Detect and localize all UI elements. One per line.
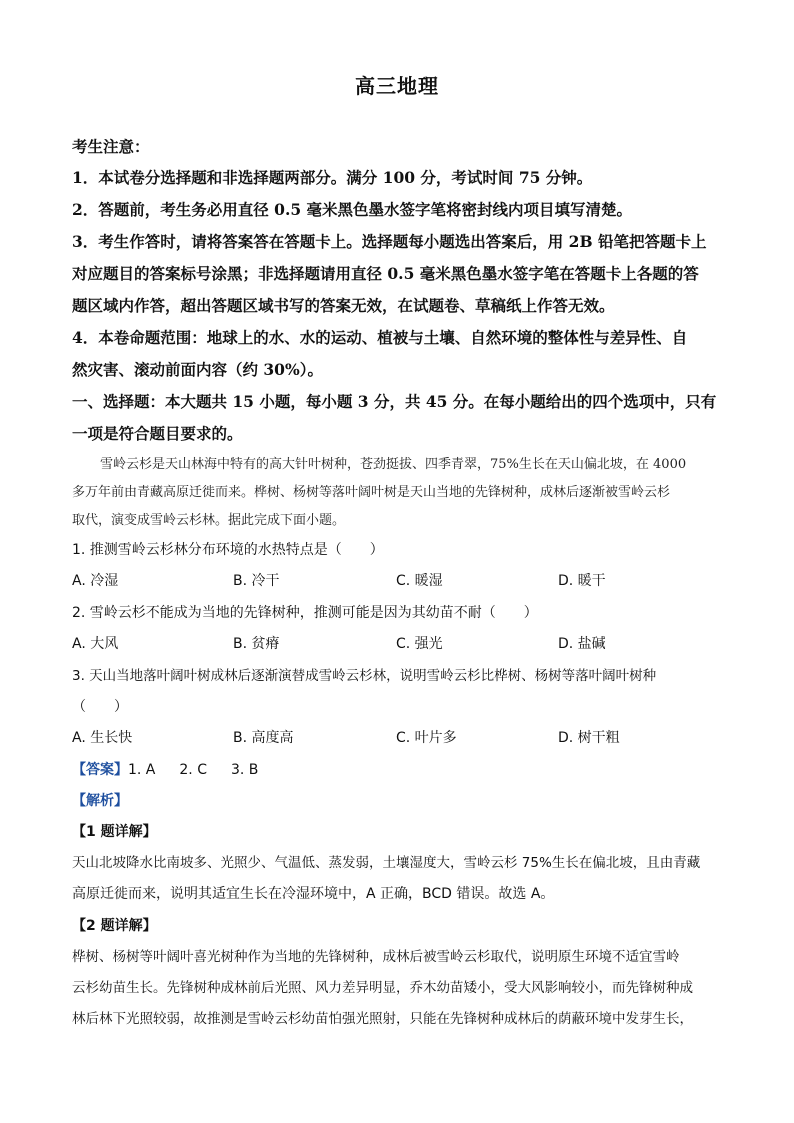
notice-line-3a: 3．考生作答时，请将答案答在答题卡上。选择题每小题选出答案后，用 2B 铅笔把答题卡上 <box>72 232 707 251</box>
notice-line-3c: 题区域内作答，超出答题区域书写的答案无效，在试题卷、草稿纸上作答无效。 <box>72 296 615 315</box>
answer-2: 2. C <box>179 762 207 778</box>
answer-label: 【答案】 <box>72 762 128 778</box>
answer-1: 1. A <box>128 762 156 778</box>
q2-option-c: C. 强光 <box>396 636 443 652</box>
q3-option-b: B. 高度高 <box>233 730 294 746</box>
passage-line-3: 取代，演变成雪岭云杉林。据此完成下面小题。 <box>72 513 346 528</box>
answer-3: 3. B <box>230 762 259 778</box>
q2-option-d: D. 盐碱 <box>558 636 606 652</box>
notice-line-2: 2．答题前，考生务必用直径 0.5 毫米黑色墨水签字笔将密封线内项目填写清楚。 <box>72 200 633 219</box>
q3-option-a: A. 生长快 <box>72 730 133 746</box>
q1-option-b: B. 冷干 <box>233 573 280 589</box>
detail-1-heading: 【1 题详解】 <box>72 824 157 840</box>
notice-heading: 考生注意： <box>72 137 150 156</box>
section-heading-b: 一项是符合题目要求的。 <box>72 424 243 443</box>
passage-line-1: 雪岭云杉是天山林海中特有的高大针叶树种，苍劲挺拔、四季青翠，75%生长在天山偏北坡，在 4000 <box>100 457 687 472</box>
detail-2-line-2: 云杉幼苗生长。先锋树种成林前后光照、风力差异明显，乔木幼苗矮小，受大风影响较小，而先锋树种成 <box>72 980 693 996</box>
q1-option-a: A. 冷湿 <box>72 573 119 589</box>
notice-line-1: 1．本试卷分选择题和非选择题两部分。满分 100 分，考试时间 75 分钟。 <box>72 168 593 187</box>
notice-line-3b: 对应题目的答案标号涂黑；非选择题请用直径 0.5 毫米黑色墨水签字笔在答题卡上各题的答 <box>72 264 699 283</box>
notice-line-4b: 然灾害、滚动前面内容（约 30%）。 <box>72 360 323 379</box>
q3-stem: 3. 天山当地落叶阔叶树成林后逐渐演替成雪岭云杉林，说明雪岭云杉比桦树、杨树等落叶阔叶树种 <box>72 668 657 684</box>
page-title: 高三地理 <box>355 74 439 98</box>
detail-1-line-1: 天山北坡降水比南坡多、光照少、气温低、蒸发弱，土壤湿度大，雪岭云杉 75%生长在偏北坡，且由青藏 <box>72 855 701 871</box>
q2-option-b: B. 贫瘠 <box>233 636 280 652</box>
q3-option-c: C. 叶片多 <box>396 730 457 746</box>
answer-line <box>72 756 722 785</box>
notice-line-4a: 4．本卷命题范围：地球上的水、水的运动、植被与土壤、自然环境的整体性与差异性、自 <box>72 328 688 347</box>
detail-2-line-3: 林后林下光照较弱，故推测是雪岭云杉幼苗怕强光照射，只能在先锋树种成林后的荫蔽环境中发芽生长， <box>72 1011 693 1027</box>
analysis-label: 【解析】 <box>72 793 128 809</box>
detail-2-line-1: 桦树、杨树等叶阔叶喜光树种作为当地的先锋树种，成林后被雪岭云杉取代，说明原生环境不适宜雪岭 <box>72 949 680 965</box>
detail-1-line-2: 高原迁徙而来，说明其适宜生长在冷湿环境中，A 正确，BCD 错误。故选 A。 <box>72 886 555 902</box>
q2-stem: 2. 雪岭云杉不能成为当地的先锋树种，推测可能是因为其幼苗不耐（ ） <box>72 605 538 621</box>
detail-2-heading: 【2 题详解】 <box>72 918 157 934</box>
q1-option-d: D. 暖干 <box>558 573 606 589</box>
q2-option-a: A. 大风 <box>72 636 119 652</box>
q1-stem: 1. 推测雪岭云杉林分布环境的水热特点是（ ） <box>72 542 384 558</box>
q3-stem-bracket: （ ） <box>72 699 128 715</box>
section-heading-a: 一、选择题：本大题共 15 小题，每小题 3 分，共 45 分。在每小题给出的四个选项中，只有 <box>72 392 717 411</box>
q3-option-d: D. 树干粗 <box>558 730 620 746</box>
q1-option-c: C. 暖湿 <box>396 573 443 589</box>
passage-line-2: 多万年前由青藏高原迁徙而来。桦树、杨树等落叶阔叶树是天山当地的先锋树种，成林后逐渐被雪岭云杉 <box>72 485 671 500</box>
